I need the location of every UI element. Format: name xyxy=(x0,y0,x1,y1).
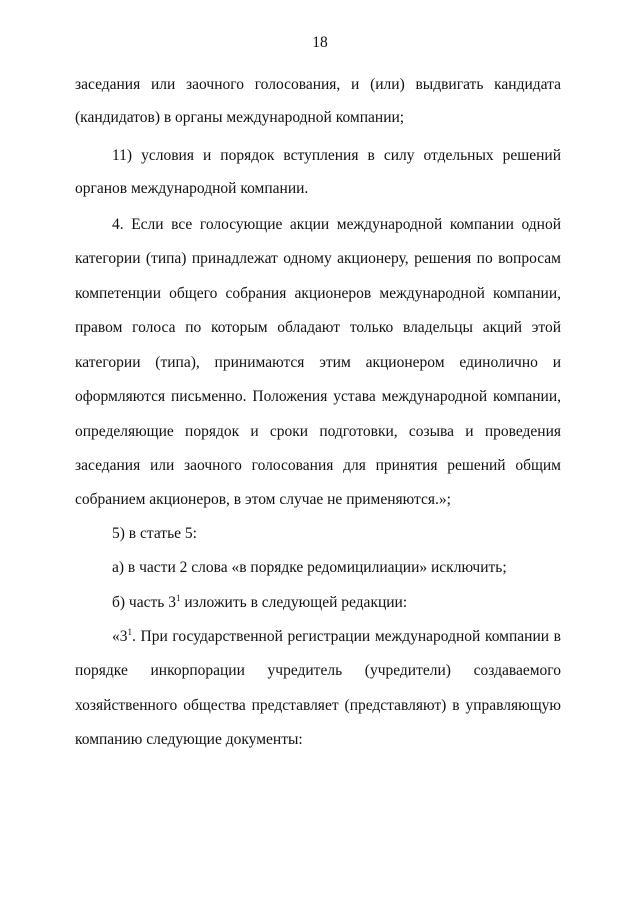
line-text: . При государственной регистрации международной компании в xyxy=(132,628,561,645)
text-line: определяющие порядок и сроки подготовки, созыва и проведения xyxy=(75,423,561,440)
text-line: хозяйственного общества представляет (представляют) в управляющую xyxy=(75,697,561,714)
text-line: компанию следующие документы: xyxy=(75,731,303,748)
text-line: компетенции общего собрания акционеров международной компании, xyxy=(75,285,561,302)
line-text: б) часть 3 xyxy=(112,594,176,611)
text-line: заседания или заочного голосования для принятия решений общим xyxy=(75,457,561,474)
page-number: 18 xyxy=(312,34,328,51)
text-line: органов международной компании. xyxy=(75,180,309,197)
text-line: (кандидатов) в органы международной компании; xyxy=(75,109,405,126)
text-line: а) в части 2 слова «в порядке редомицилиации» исключить; xyxy=(112,559,507,576)
text-line xyxy=(112,593,561,613)
text-line: заседания или заочного голосования, и (или) выдвигать кандидата xyxy=(75,76,561,93)
line-text: «3 xyxy=(112,628,128,645)
text-line: порядке инкорпорации учредитель (учредители) создаваемого xyxy=(75,662,561,679)
text-line: 4. Если все голосующие акции международной компании одной xyxy=(112,216,561,233)
superscript: 1 xyxy=(175,593,181,603)
text-line: правом голоса по которым обладают только владельцы акций этой xyxy=(75,319,561,336)
text-line: 11) условия и порядок вступления в силу отдельных решений xyxy=(112,147,561,164)
line-text: изложить в следующей редакции: xyxy=(180,594,408,611)
text-line: категории (типа), принимаются этим акционером единолично и xyxy=(75,354,561,371)
text-line: 5) в статье 5: xyxy=(112,525,197,542)
text-line: собранием акционеров, в этом случае не применяются.»; xyxy=(75,491,451,508)
superscript: 1 xyxy=(127,627,132,637)
text-line xyxy=(112,627,561,647)
text-line: оформляются письменно. Положения устава международной компании, xyxy=(75,388,561,405)
text-line: категории (типа) принадлежат одному акционеру, решения по вопросам xyxy=(75,250,561,267)
